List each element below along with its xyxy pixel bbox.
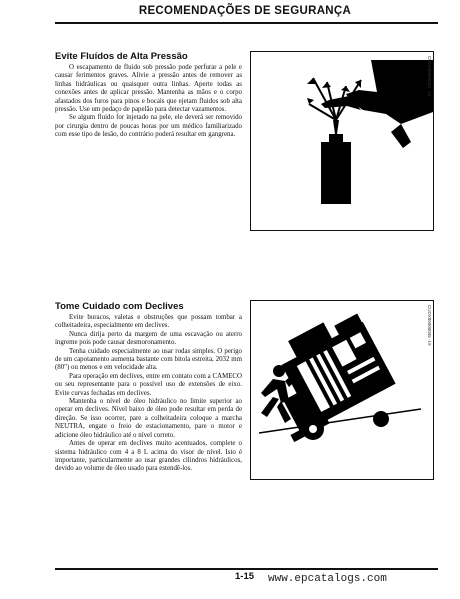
tipping-combine-icon (251, 301, 433, 479)
header-rule (55, 22, 438, 24)
paragraph: Antes de operar em declives muito acentuados, complete o sistema hidráulico com 4 a 8 L acima do visor de nível. Isto é importante, particularmente ao usar grandes cilindros hidráulicos, devido ao volume de óleo usado para estendê-los. (55, 440, 242, 473)
paragraph: Evite buracos, valetas e obstruções que possam tombar a colheitadeira, especialmente em declives. (55, 314, 242, 330)
paragraph: Mantenha o nível de óleo hidráulico no limite superior ao operar em declives. Nível baixo de óleo pode resultar em perda de direção. Se isso ocorrer, pare a colheitadeira coloque a marcha NEUTRA, engate o freio de estacionamento, pare o motor e adicione óleo hidráulico até o nível correto. (55, 398, 242, 439)
footer-rule (55, 568, 438, 570)
page-number: 1-15 (235, 571, 255, 582)
page-title: RECOMENDAÇÕES DE SEGURANÇA (138, 5, 352, 17)
paragraph: Tenha cuidado especialmente ao usar rodas simples. O perigo de um capotamento aumenta bastante com bitola estreita, 2032 mm (80") ou menos e em velocidade alta. (55, 347, 242, 372)
section-heading-high-pressure: Evite Fluídos de Alta Pressão (55, 51, 188, 62)
high-pressure-hand-icon (251, 52, 433, 230)
figure-code: CUDX86000031 -19 (427, 56, 432, 97)
figure-code: CUDX86000045 -19 (427, 305, 432, 346)
paragraph: O escapamento de fluido sob pressão pode perfurar a pele e causar ferimentos graves. Alivie a pressão antes de remover as linhas hidráulicas ou quaisquer outra linhas. Aperte todas as conexões antes de aplicar pressão. Mantenha as mãos e o corpo afastados dos furos para pinos e bocais que ejetam fluidos sob alta pressão. Use um pedaço de papelão para detectar vazamentos. (55, 64, 242, 114)
section-heading-slopes: Tome Cuidado com Declives (55, 301, 184, 312)
paragraph: Nunca dirija perto da margem de uma escavação ou aterro íngreme pois pode causar desmoronamento. (55, 330, 242, 347)
section-body-high-pressure (55, 64, 242, 140)
section-body-slopes (55, 314, 242, 474)
paragraph: Se algum fluido for injetado na pele, ele deverá ser removido por cirurgia dentro de poucas horas por um médico familiarizado com esse tipo de lesão, do contrário poderá resultar em gangrena. (55, 114, 242, 139)
figure-high-pressure (250, 51, 434, 231)
figure-slopes (250, 300, 434, 480)
paragraph: Para operação em declives, entre em contato com a CAMECO ou seu representante para o possível uso de extensões de eixo. Evite curvas fechadas em declives. (55, 372, 242, 397)
watermark-url: www.epcatalogs.com (268, 573, 387, 585)
